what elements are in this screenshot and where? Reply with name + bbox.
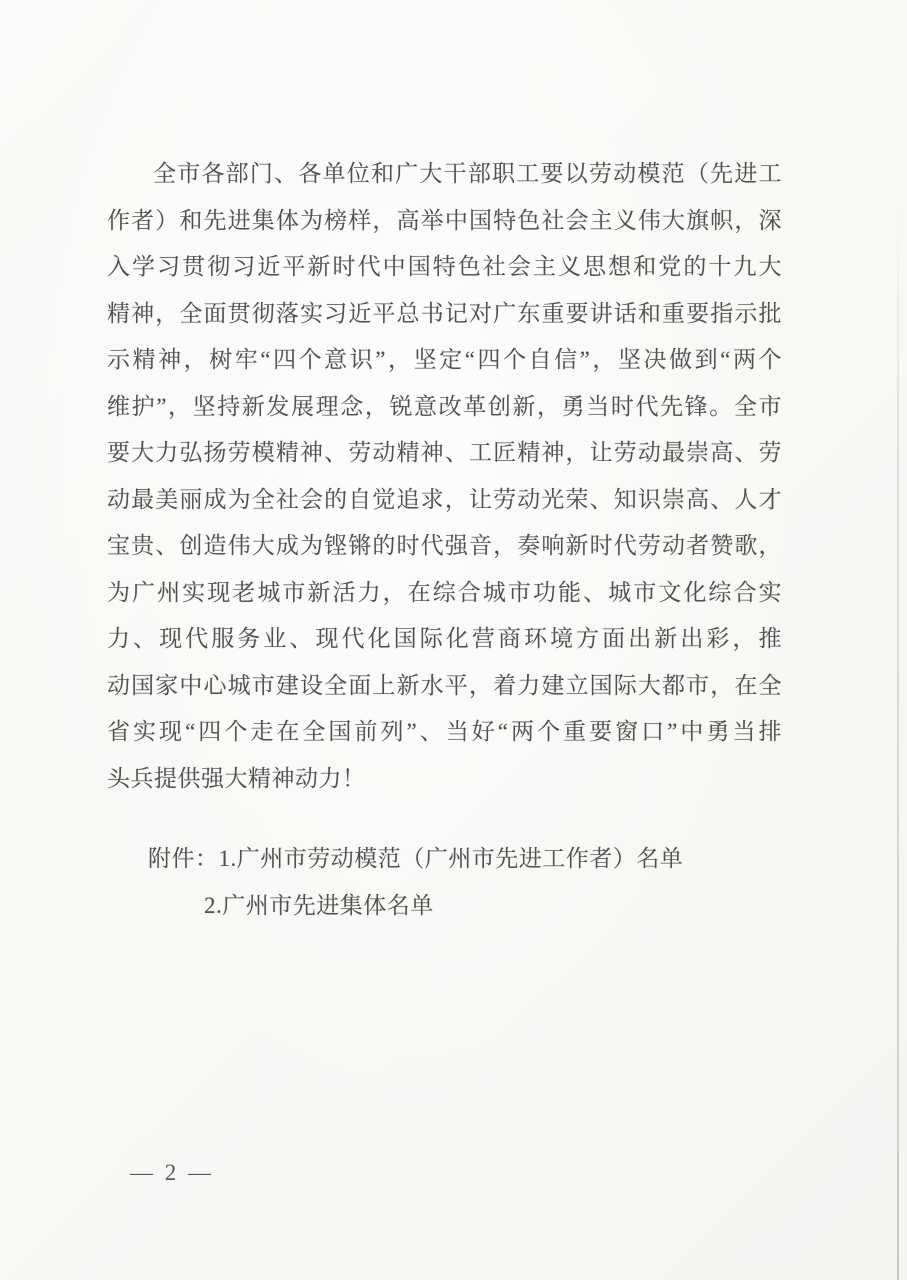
attachment-item: 2.广州市先进集体名单 xyxy=(204,892,434,918)
paragraph-line: 头兵提供强大精神动力！ xyxy=(107,765,366,791)
paragraph-line: 入学习贯彻习近平新时代中国特色社会主义思想和党的十九大 xyxy=(107,254,782,279)
paragraph-line: 维护”，坚持新发展理念，锐意改革创新，勇当时代先锋。全市 xyxy=(107,393,782,419)
scanned-page-edge-line xyxy=(897,210,899,1280)
attachment-row xyxy=(148,883,788,930)
attachment-item: 1.广州市劳动模范（广州市先进工作者）名单 xyxy=(218,846,684,871)
paragraph-line: 省实现“四个走在全国前列”、当好“两个重要窗口”中勇当排 xyxy=(107,719,782,744)
paragraph-line: 精神，全面贯彻落实习近平总书记对广东重要讲话和重要指示批 xyxy=(107,300,782,326)
body-paragraph xyxy=(107,151,782,802)
paragraph-line: 动最美丽成为全社会的自觉追求，让劳动光荣、知识崇高、人才 xyxy=(107,486,782,512)
paragraph-line: 为广州实现老城市新活力，在综合城市功能、城市文化综合实 xyxy=(107,579,782,605)
paragraph-line: 示精神，树牢“四个意识”，坚定“四个自信”，坚决做到“两个 xyxy=(107,347,782,372)
paragraph-line: 全市各部门、各单位和广大干部职工要以劳动模范（先进工 xyxy=(153,161,782,186)
attachment-row xyxy=(148,836,788,883)
page-number: — 2 — xyxy=(130,1160,214,1185)
paragraph-line: 要大力弘扬劳模精神、劳动精神、工匠精神，让劳动最崇高、劳 xyxy=(107,440,782,465)
paragraph-line: 力、现代服务业、现代化国际化营商环境方面出新出彩，推 xyxy=(107,626,782,651)
paragraph-line: 宝贵、创造伟大成为铿锵的时代强音，奏响新时代劳动者赞歌， xyxy=(107,533,782,558)
attachment-list xyxy=(148,836,788,929)
attachment-label: 附件： xyxy=(148,846,219,871)
paragraph-line: 作者）和先进集体为榜样，高举中国特色社会主义伟大旗帜，深 xyxy=(107,207,782,233)
paragraph-line: 动国家中心城市建设全面上新水平，着力建立国际大都市，在全 xyxy=(107,672,782,698)
